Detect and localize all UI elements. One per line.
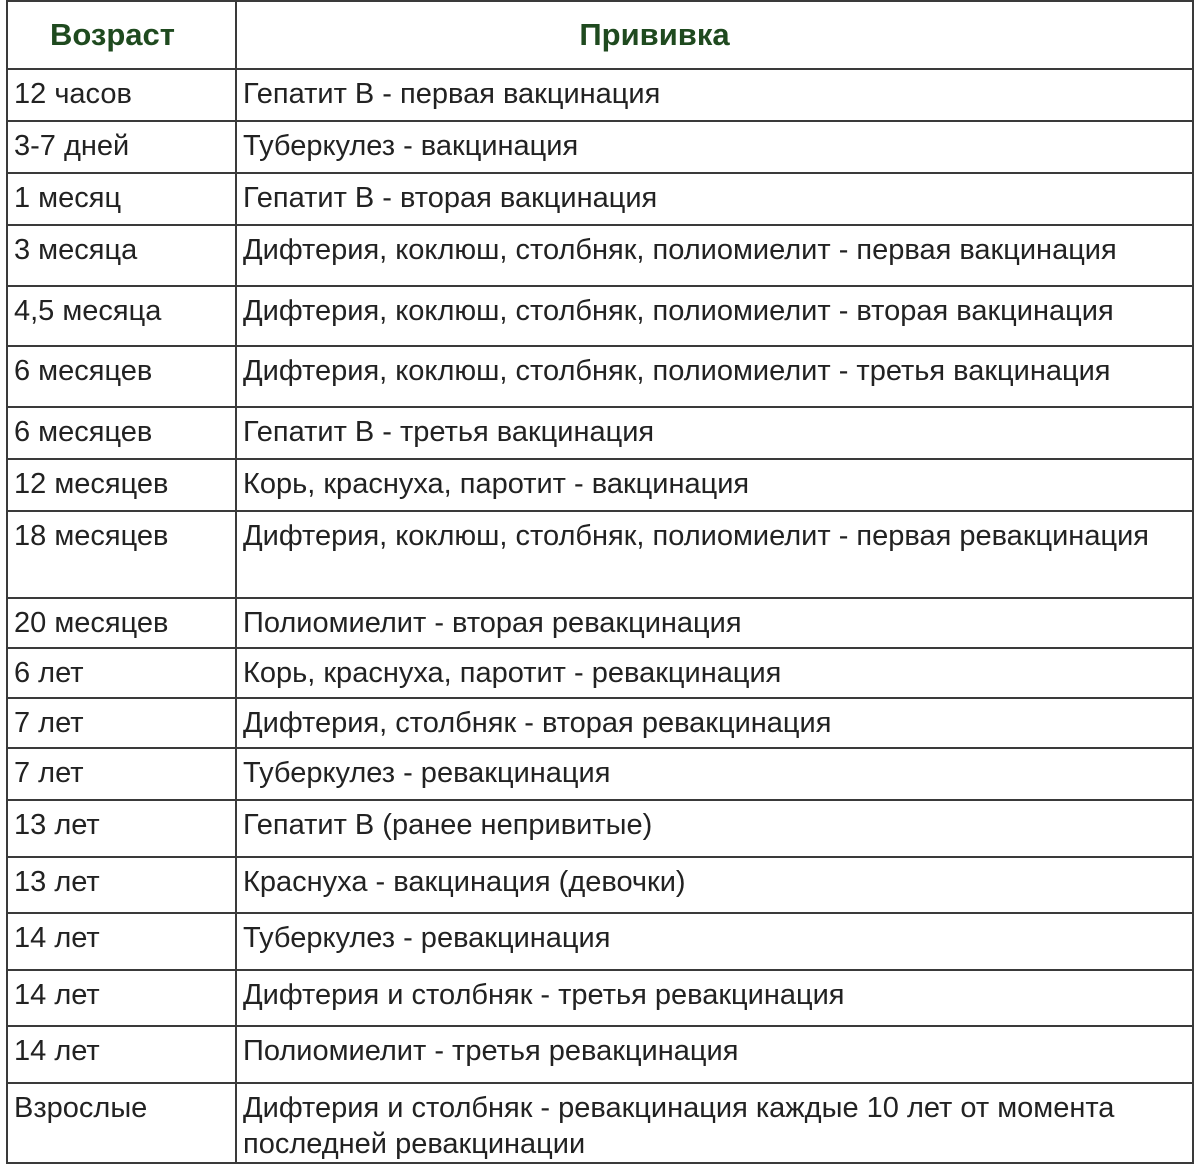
table-row — [7, 225, 1193, 286]
table-row — [7, 698, 1193, 748]
vaccine-cell: Дифтерия и столбняк - ревакцинация каждые 10 лет от момента последней ревакцинации — [236, 1083, 1193, 1163]
table-row — [7, 800, 1193, 857]
table-body — [7, 69, 1193, 1163]
vaccine-cell: Гепатит В - третья вакцинация — [236, 407, 1193, 459]
table-row — [7, 121, 1193, 173]
vaccine-cell: Туберкулез - вакцинация — [236, 121, 1193, 173]
table-row — [7, 286, 1193, 346]
age-cell: 13 лет — [7, 857, 236, 913]
age-cell: 6 месяцев — [7, 346, 236, 407]
age-cell: 12 месяцев — [7, 459, 236, 511]
vaccine-cell: Корь, краснуха, паротит - вакцинация — [236, 459, 1193, 511]
vaccine-cell: Гепатит В - первая вакцинация — [236, 69, 1193, 121]
vaccination-schedule-table — [6, 0, 1194, 1164]
age-cell: 14 лет — [7, 1026, 236, 1083]
table-row — [7, 913, 1193, 970]
vaccine-cell: Корь, краснуха, паротит - ревакцинация — [236, 648, 1193, 698]
table-row — [7, 648, 1193, 698]
vaccine-cell: Дифтерия, коклюш, столбняк, полиомиелит - первая вакцинация — [236, 225, 1193, 286]
column-header-vaccine: Прививка — [236, 1, 1193, 69]
table-row — [7, 407, 1193, 459]
table-row — [7, 346, 1193, 407]
table-header-row — [7, 1, 1193, 69]
age-cell: 7 лет — [7, 748, 236, 800]
age-cell: 1 месяц — [7, 173, 236, 225]
table-row — [7, 748, 1193, 800]
age-cell: 13 лет — [7, 800, 236, 857]
vaccine-cell: Дифтерия, коклюш, столбняк, полиомиелит - вторая вакцинация — [236, 286, 1193, 346]
vaccine-cell: Гепатит В - вторая вакцинация — [236, 173, 1193, 225]
age-cell: 7 лет — [7, 698, 236, 748]
age-cell: 12 часов — [7, 69, 236, 121]
vaccine-cell: Дифтерия, коклюш, столбняк, полиомиелит - третья вакцинация — [236, 346, 1193, 407]
age-cell: 6 лет — [7, 648, 236, 698]
table-row — [7, 857, 1193, 913]
vaccine-cell: Туберкулез - ревакцинация — [236, 913, 1193, 970]
table-row — [7, 1026, 1193, 1083]
table-row — [7, 459, 1193, 511]
table-row — [7, 173, 1193, 225]
table-row — [7, 598, 1193, 648]
age-cell: 4,5 месяца — [7, 286, 236, 346]
age-cell: 18 месяцев — [7, 511, 236, 598]
age-cell: 3-7 дней — [7, 121, 236, 173]
vaccine-cell: Дифтерия, коклюш, столбняк, полиомиелит - первая ревакцинация — [236, 511, 1193, 598]
age-cell: Взрослые — [7, 1083, 236, 1163]
table-row — [7, 511, 1193, 598]
column-header-age: Возраст — [7, 1, 236, 69]
vaccine-cell: Краснуха - вакцинация (девочки) — [236, 857, 1193, 913]
vaccine-cell: Полиомиелит - третья ревакцинация — [236, 1026, 1193, 1083]
age-cell: 3 месяца — [7, 225, 236, 286]
vaccine-cell: Гепатит В (ранее непривитые) — [236, 800, 1193, 857]
age-cell: 14 лет — [7, 913, 236, 970]
age-cell: 14 лет — [7, 970, 236, 1026]
vaccine-cell: Дифтерия, столбняк - вторая ревакцинация — [236, 698, 1193, 748]
vaccine-cell: Туберкулез - ревакцинация — [236, 748, 1193, 800]
table-row — [7, 1083, 1193, 1163]
table-row — [7, 69, 1193, 121]
age-cell: 6 месяцев — [7, 407, 236, 459]
table-row — [7, 970, 1193, 1026]
vaccine-cell: Дифтерия и столбняк - третья ревакцинация — [236, 970, 1193, 1026]
vaccine-cell: Полиомиелит - вторая ревакцинация — [236, 598, 1193, 648]
age-cell: 20 месяцев — [7, 598, 236, 648]
